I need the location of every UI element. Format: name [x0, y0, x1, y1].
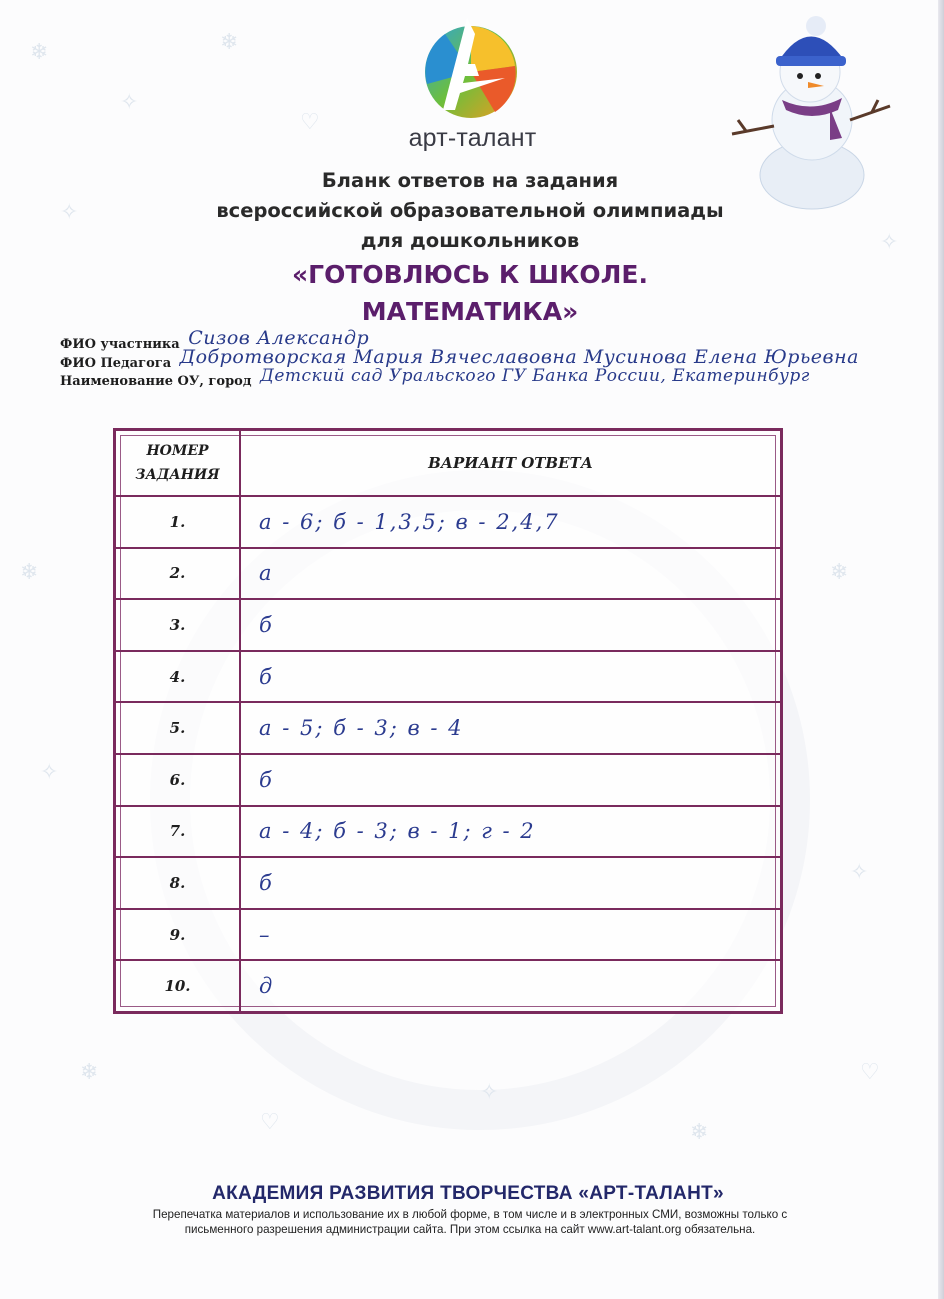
task-number-cell: 7. [116, 807, 241, 857]
heart-icon: ♡ [300, 110, 320, 135]
task-number-cell: 2. [116, 549, 241, 599]
institution-value: Детский сад Уральского ГУ Банка России, Екатеринбург [260, 366, 810, 386]
table-row [116, 856, 780, 908]
task-number-cell: 9. [116, 910, 241, 960]
answer-cell: – [259, 922, 272, 947]
star-icon: ✧ [40, 760, 59, 785]
snowflake-icon: ❄ [830, 560, 849, 585]
task-number-cell: 8. [116, 858, 241, 908]
table-row [116, 753, 780, 805]
footer-note-line-2: письменного разрешения администрации сайта. При этом ссылка на сайт www.art-talant.org обязательна. [184, 1223, 756, 1236]
table-row [116, 959, 780, 1011]
heading-line-1: Бланк ответов на задания [321, 169, 619, 192]
snowflake-icon: ❄ [690, 1120, 709, 1145]
answer-column-header: ВАРИАНТ ОТВЕТА [428, 454, 593, 472]
participant-label: ФИО участника [60, 337, 180, 352]
star-icon: ✧ [480, 1080, 499, 1105]
answer-cell: а [259, 561, 274, 586]
answer-table [113, 428, 783, 1014]
table-row [116, 650, 780, 702]
answer-cell: б [259, 767, 274, 792]
task-number-cell: 4. [116, 652, 241, 702]
table-body [116, 495, 780, 1011]
teacher-value: Добротворская Мария Вячеславовна Мусинова Елена Юрьевна [179, 346, 859, 368]
snowflake-icon: ❄ [220, 30, 239, 55]
table-header-row [116, 431, 780, 495]
snowflake-icon: ❄ [20, 560, 39, 585]
heading-line-3: для дошкольников [360, 229, 580, 252]
brand-name: арт-талант [408, 124, 537, 152]
task-number-cell: 3. [116, 600, 241, 650]
title-line-2: МАТЕМАТИКА» [361, 297, 579, 326]
heading-line-2: всероссийской образовательной олимпиады [216, 199, 724, 222]
snowflake-icon: ❄ [80, 1060, 99, 1085]
answer-cell: а - 6; б - 1,3,5; в - 2,4,7 [259, 509, 560, 534]
answer-cell: б [259, 612, 274, 637]
star-icon: ✧ [880, 230, 899, 255]
title-line-1: «ГОТОВЛЮСЬ К ШКОЛЕ. [292, 260, 648, 289]
answer-cell: а - 4; б - 3; в - 1; г - 2 [259, 819, 536, 844]
institution-field [60, 366, 810, 390]
table-row [116, 908, 780, 960]
art-talant-logo-icon [405, 14, 537, 124]
number-header-line-2: ЗАДАНИЯ [135, 467, 220, 483]
olympiad-title [150, 256, 790, 330]
number-column-header [116, 431, 241, 495]
task-number-cell: 10. [116, 961, 241, 1011]
table-row [116, 547, 780, 599]
footer-title: АКАДЕМИЯ РАЗВИТИЯ ТВОРЧЕСТВА «АРТ-ТАЛАНТ» [212, 1183, 724, 1204]
snowflake-icon: ❄ [30, 40, 49, 65]
star-icon: ✧ [60, 200, 79, 225]
table-row [116, 805, 780, 857]
table-row [116, 598, 780, 650]
institution-label: Наименование ОУ, город [60, 374, 252, 389]
table-row [116, 495, 780, 547]
number-header-line-1: НОМЕР [146, 443, 209, 459]
heart-icon: ♡ [260, 1110, 280, 1135]
footer-note-line-1: Перепечатка материалов и использование их в любой форме, в том числе и в электронных СМИ, возможны только с [152, 1208, 788, 1221]
footer-note [70, 1207, 870, 1237]
answer-cell: а - 5; б - 3; в - 4 [259, 716, 464, 741]
answer-cell: д [259, 974, 275, 999]
task-number-cell: 1. [116, 497, 241, 547]
heart-icon: ♡ [860, 1060, 880, 1085]
star-icon: ✧ [120, 90, 139, 115]
scan-edge-shadow [938, 0, 944, 1299]
teacher-label: ФИО Педагога [60, 356, 172, 371]
task-number-cell: 5. [116, 703, 241, 753]
answer-cell: б [259, 664, 274, 689]
sheet-heading [150, 166, 790, 256]
answer-cell: б [259, 870, 274, 895]
task-number-cell: 6. [116, 755, 241, 805]
table-row [116, 701, 780, 753]
participant-value: Сизов Александр [188, 327, 370, 349]
star-icon: ✧ [850, 860, 869, 885]
